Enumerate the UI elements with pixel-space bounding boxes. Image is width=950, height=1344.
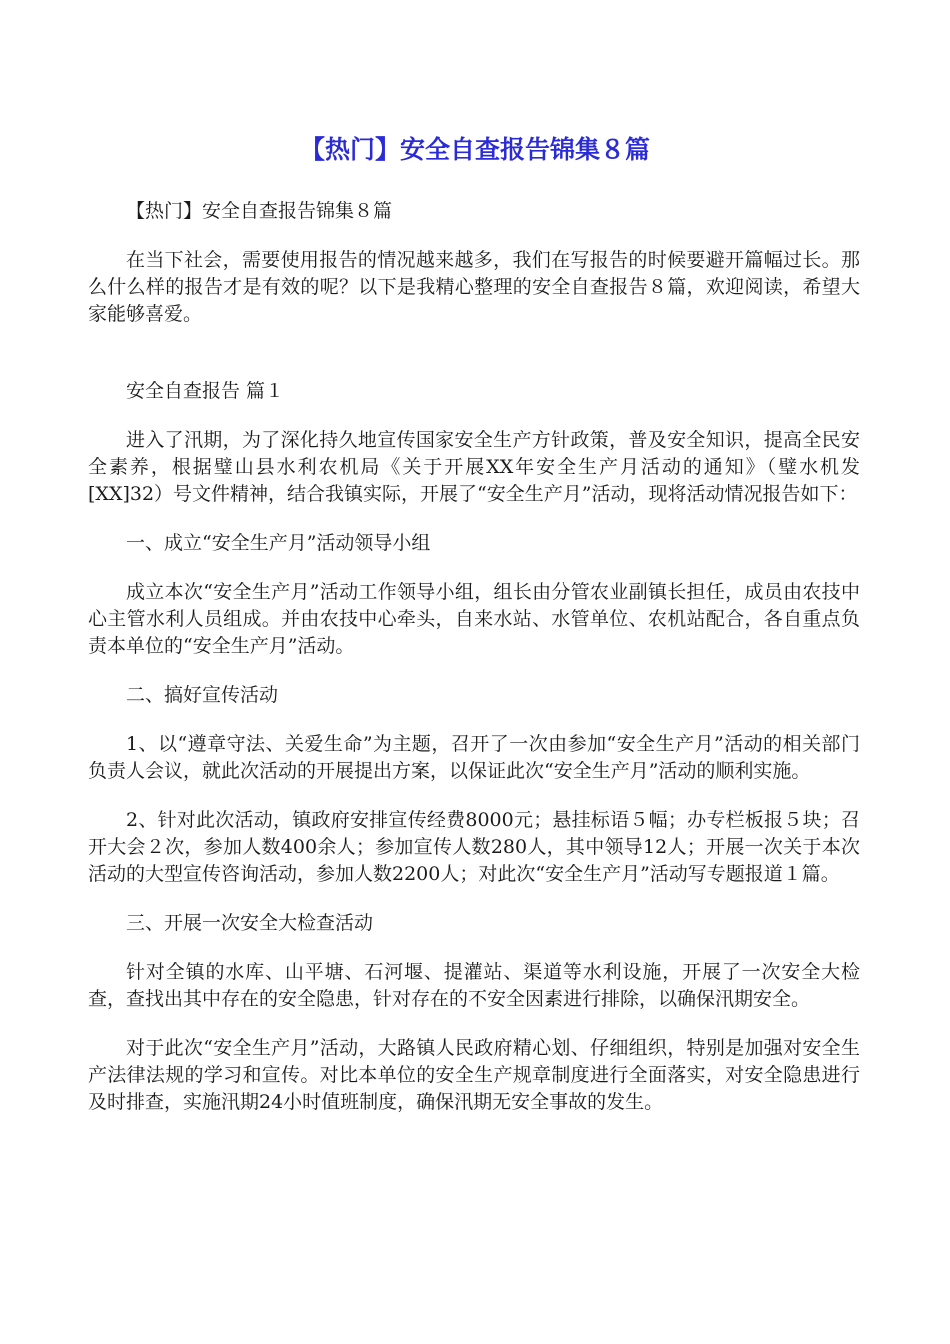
heading-inspection: 三、开展一次安全大检查活动 bbox=[126, 912, 374, 934]
body-paragraph: 进入了汛期，为了深化持久地宣传国家安全生产方针政策，普及安全知识，提高全民安全素养，根据璧山县水利农机局《关于开展XX年安全生产月活动的通知》（璧水机发[XX]32）号文件精神，结合我镇实际，开展了“安全生产月”活动，现将活动情况报告如下： bbox=[88, 429, 860, 505]
document-title: 【热门】安全自查报告锦集８篇 bbox=[299, 135, 650, 164]
document-subtitle: 【热门】安全自查报告锦集８篇 bbox=[126, 200, 393, 222]
body-paragraph: 对于此次“安全生产月”活动，大路镇人民政府精心划、仔细组织，特别是加强对安全生产法律法规的学习和宣传。对比本单位的安全生产规章制度进行全面落实，对安全隐患进行及时排查，实施汛期24小时值班制度，确保汛期无安全事故的发生。 bbox=[88, 1037, 860, 1113]
body-paragraph: 针对全镇的水库、山平塘、石河堰、提灌站、渠道等水利设施，开展了一次安全大检查，查找出其中存在的安全隐患，针对存在的不安全因素进行排除，以确保汛期安全。 bbox=[88, 961, 860, 1010]
section-title: 安全自查报告 篇１ bbox=[126, 380, 285, 402]
document-body bbox=[88, 198, 860, 1138]
intro-paragraph: 在当下社会，需要使用报告的情况越来越多，我们在写报告的时候要避开篇幅过长。那么什么样的报告才是有效的呢？以下是我精心整理的安全自查报告８篇，欢迎阅读，希望大家能够喜爱。 bbox=[88, 249, 860, 325]
body-paragraph: 成立本次“安全生产月”活动工作领导小组，组长由分管农业副镇长担任，成员由农技中心主管水利人员组成。并由农技中心牵头，自来水站、水管单位、农机站配合，各自重点负责本单位的“安全生产月”活动。 bbox=[88, 581, 860, 657]
heading-publicity: 二、搞好宣传活动 bbox=[126, 684, 279, 706]
body-paragraph: 2、针对此次活动，镇政府安排宣传经费8000元；悬挂标语５幅；办专栏板报５块；召开大会２次，参加人数400余人；参加宣传人数280人，其中领导12人；开展一次关于本次活动的大型宣传咨询活动，参加人数2200人；对此次“安全生产月”活动写专题报道１篇。 bbox=[88, 809, 860, 885]
heading-leading-group: 一、成立“安全生产月”活动领导小组 bbox=[126, 532, 431, 554]
body-paragraph: 1、以“遵章守法、关爱生命”为主题，召开了一次由参加“安全生产月”活动的相关部门负责人会议，就此次活动的开展提出方案，以保证此次“安全生产月”活动的顺利实施。 bbox=[88, 733, 860, 782]
